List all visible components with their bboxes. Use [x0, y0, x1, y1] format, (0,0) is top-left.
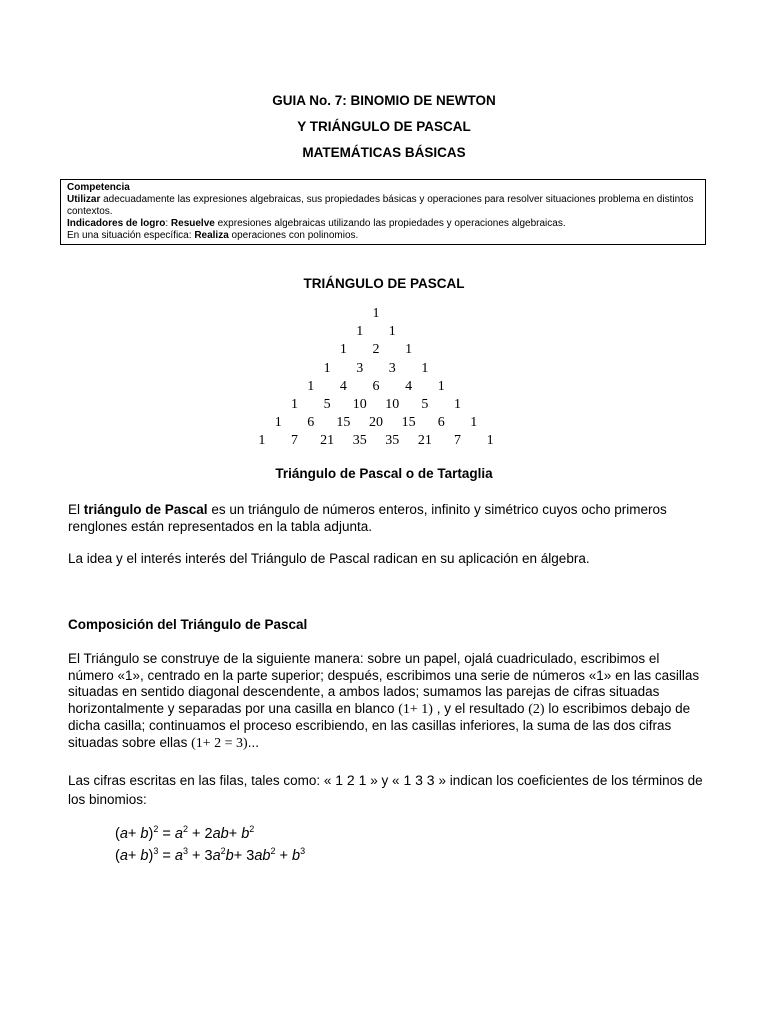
pascal-entry-r4-c2: 6: [372, 378, 380, 394]
pascal-entry-r5-c4: 5: [421, 397, 429, 412]
competencia-box: [60, 179, 706, 245]
pascal-entry-r7-c6: 7: [454, 433, 461, 449]
pascal-entry-r5-c0: 1: [291, 397, 298, 412]
formula-cube: $(a+ b)^3 = a^3 + 3a^2b+ 3ab^2 + b^3$: [115, 846, 306, 864]
pascal-entry-r6-c0: 1: [274, 415, 282, 431]
pascal-entry-r3-c1: 3: [356, 360, 364, 376]
pascal-entry-r7-c5: 21: [417, 433, 432, 449]
intro-paragraph-1: El triángulo de Pascal es un triángulo de números enteros, infinito y simétrico cuyos ocho primeros renglones están representados en la tabla adjunta.: [68, 502, 667, 534]
composicion-paragraph-1: El Triángulo se construye de la siguiente manera: sobre un papel, ojalá cuadriculado, escribimos el número «1», centrado en la parte superior; después, escribimos una serie de números «1» en las casillas situadas en sentido diagonal descendente, a ambos lados; sumamos las parejas de cifras situadas horizontalmente y separadas por una casilla en blanco (1+ 1) , y el resultado (2) lo escribimos debajo de dicha casilla; continuamos el proceso escribiendo, en las casillas inferiores, la suma de las dos cifras situadas sobre ellas (1+ 2 = 3)...: [68, 651, 700, 751]
composicion-title: Composición del Triángulo de Pascal: [68, 617, 308, 632]
pascal-caption: Triángulo de Pascal o de Tartaglia: [275, 466, 493, 481]
pascal-entry-r7-c0: 1: [258, 433, 266, 449]
pascal-entry-r4-c1: 4: [339, 378, 347, 394]
pascal-entry-r0-c0: 1: [372, 306, 380, 321]
pascal-entry-r4-c4: 1: [437, 378, 445, 394]
pascal-entry-r2-c0: 1: [339, 342, 347, 358]
pascal-entry-r3-c0: 1: [323, 360, 331, 376]
pascal-entry-r1-c0: 1: [356, 324, 364, 340]
pascal-entry-r1-c1: 1: [388, 324, 396, 340]
pascal-entry-r4-c0: 1: [307, 378, 315, 394]
title-line-1: GUIA No. 7: BINOMIO DE NEWTON: [272, 93, 496, 108]
pascal-entry-r7-c7: 1: [486, 433, 494, 449]
pascal-section-title: TRIÁNGULO DE PASCAL: [303, 276, 465, 291]
pascal-entry-r6-c5: 6: [437, 415, 445, 431]
pascal-entry-r5-c1: 5: [323, 397, 331, 412]
pascal-entry-r3-c2: 3: [388, 360, 396, 376]
competencia-utilizar: Utilizar adecuadamente las expresiones algebraicas, sus propiedades básicas y operaciones para resolver situaciones problema en distintos contextos.: [67, 194, 694, 217]
title-line-2: Y TRIÁNGULO DE PASCAL: [297, 119, 471, 134]
pascal-entry-r4-c3: 4: [405, 378, 413, 394]
pascal-entry-r3-c3: 1: [421, 360, 429, 376]
pascal-entry-r6-c3: 20: [369, 415, 383, 431]
pascal-entry-r7-c3: 35: [352, 433, 367, 449]
pascal-entry-r7-c4: 35: [385, 433, 400, 449]
pascal-entry-r6-c2: 15: [336, 415, 351, 431]
competencia-heading: Competencia: [67, 182, 130, 193]
competencia-indicadores: Indicadores de logro: Resuelve expresiones algebraicas utilizando las propiedades y operaciones algebraicas.: [67, 218, 566, 229]
pascal-entry-r6-c6: 1: [470, 415, 478, 431]
pascal-entry-r5-c3: 10: [385, 397, 400, 412]
pascal-entry-r6-c1: 6: [307, 415, 315, 431]
intro-paragraph-2: La idea y el interés interés del Triángulo de Pascal radican en su aplicación en álgebra.: [68, 551, 590, 566]
pascal-entry-r2-c2: 1: [405, 342, 413, 358]
pascal-entry-r7-c2: 21: [320, 433, 335, 449]
document-header: [0, 88, 768, 166]
pascal-entry-r7-c1: 7: [291, 433, 298, 449]
title-line-3: MATEMÁTICAS BÁSICAS: [302, 145, 466, 160]
competencia-situacion: En una situación específica: Realiza operaciones con polinomios.: [67, 230, 359, 241]
pascal-entry-r5-c2: 10: [352, 397, 367, 412]
pascal-entry-r5-c5: 1: [454, 397, 461, 412]
pascal-triangle: [200, 306, 570, 456]
pascal-entry-r2-c1: 2: [372, 342, 380, 358]
composicion-paragraph-2: Las cifras escritas en las filas, tales como: « 1 2 1 » y « 1 3 3 » indican los coeficientes de los términos de los binomios:: [68, 772, 703, 807]
pascal-entry-r6-c4: 15: [401, 415, 416, 431]
formula-square: $(a+ b)^2 = a^2 + 2ab+ b^2$: [115, 824, 255, 842]
